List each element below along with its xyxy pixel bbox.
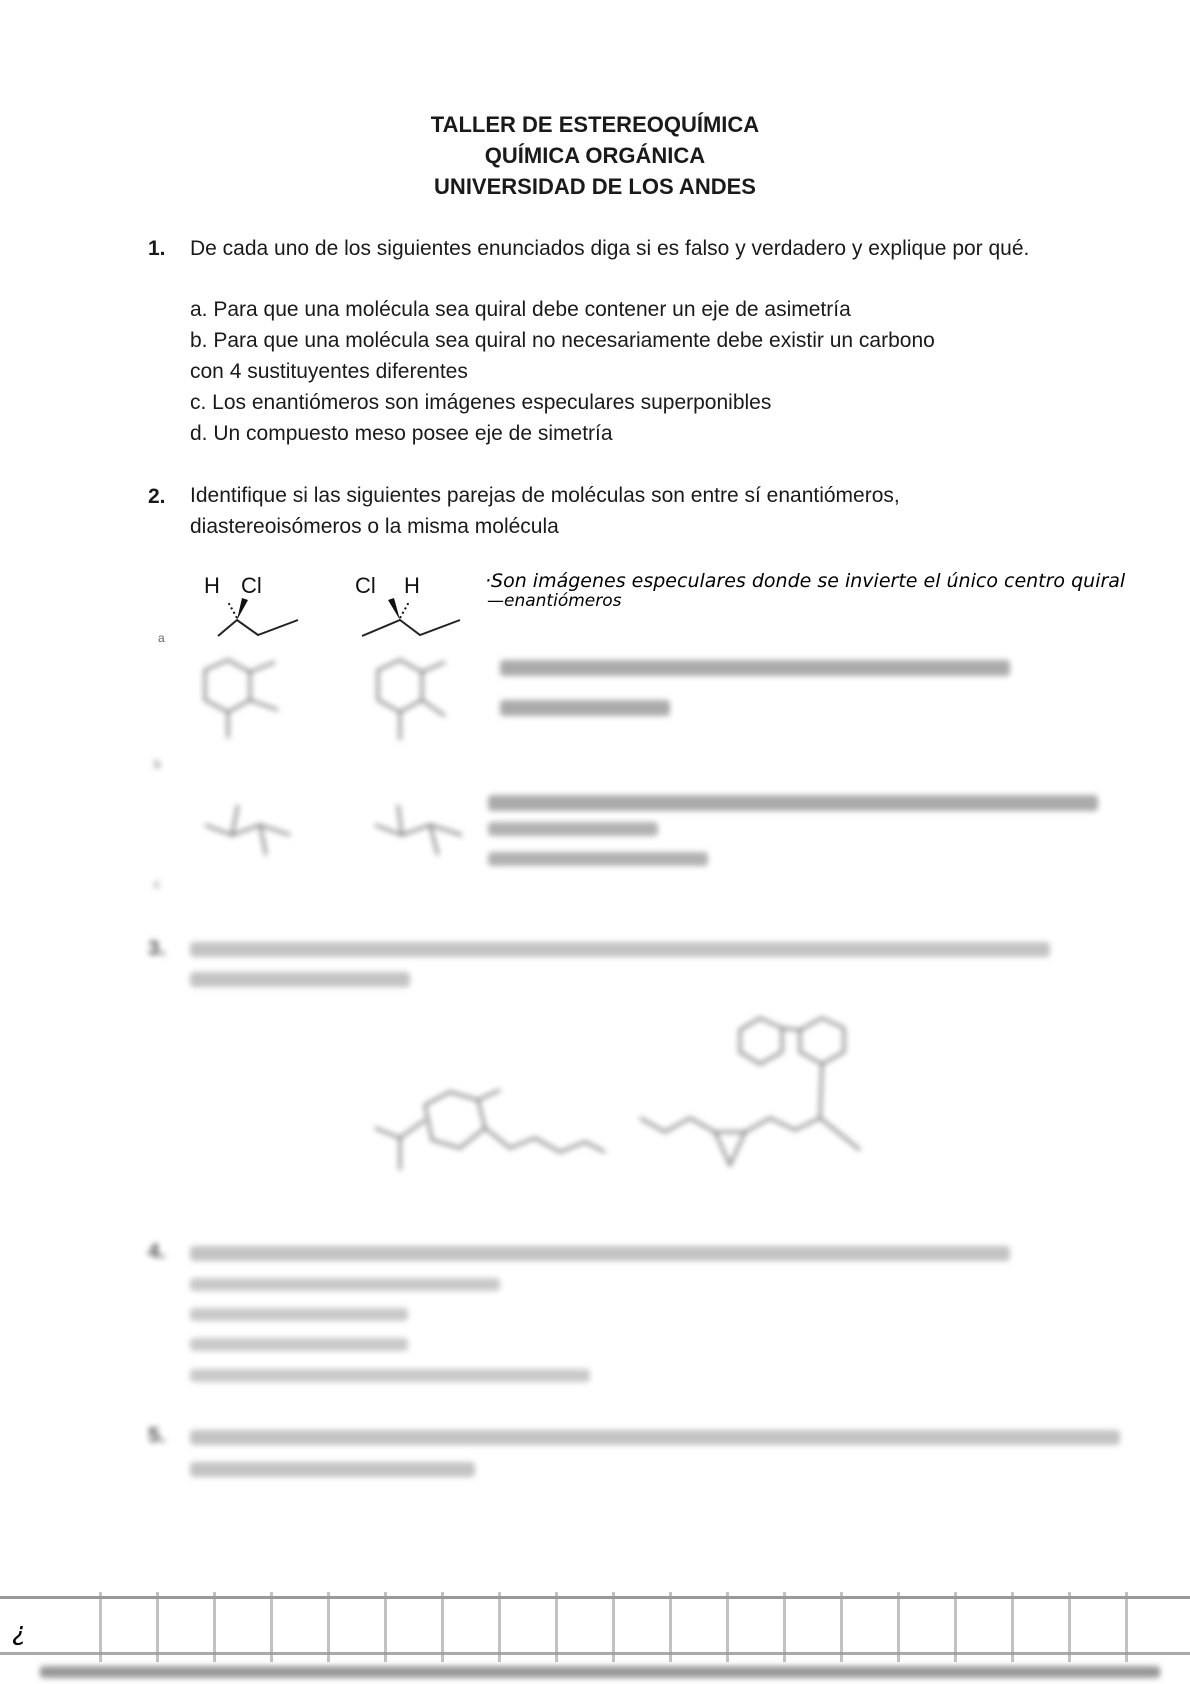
pair-a-mol2-h-label: H: [404, 573, 420, 598]
pair-a-handwritten-conclusion: —enantiómeros: [487, 591, 622, 611]
question-4-number: 4.: [148, 1240, 166, 1263]
question-4-text: [190, 1246, 1010, 1261]
question-3-mol2-aryl-bond: [820, 1064, 822, 1118]
pair-b-handwritten-line-1: [500, 660, 1010, 676]
notebook-strip: [0, 1592, 1190, 1684]
pair-b-mol1-substituent-1: [250, 662, 275, 672]
pair-b-handwritten-line-2: [500, 700, 670, 716]
question-2-text: [190, 480, 900, 542]
pair-b-letter: b: [154, 757, 161, 771]
pair-c-molecules: [140, 780, 480, 890]
margin-mark: ¿: [12, 1617, 26, 1647]
question-1-number: 1.: [148, 237, 166, 260]
question-4-item-a: [190, 1278, 500, 1291]
question-3-mol2-ester: [745, 1118, 820, 1132]
question-4-item-d: [190, 1369, 590, 1382]
pair-b-mol2-substituent-1: [422, 662, 445, 672]
pair-c-mol1-lower-bond: [260, 825, 266, 855]
course-name: QUÍMICA ORGÁNICA: [484, 143, 706, 168]
question-3-mol2-nitrile: [820, 1118, 860, 1150]
option-d: d. Un compuesto meso posee eje de simetría: [190, 422, 613, 445]
worksheet-title: TALLER DE ESTEREOQUÍMICA: [430, 112, 760, 137]
pair-a-letter: a: [158, 631, 165, 645]
option-a: a. Para que una molécula sea quiral debe contener un eje de asimetría: [190, 298, 851, 321]
pair-a-mol2-skeleton: [362, 620, 460, 636]
university-name: UNIVERSIDAD DE LOS ANDES: [434, 174, 756, 199]
question-1-options: [190, 294, 935, 449]
question-4-item-b: [190, 1308, 408, 1321]
pair-a-mol1-h-label: H: [204, 573, 220, 598]
option-b-continued: con 4 sustituyentes diferentes: [190, 360, 468, 383]
question-1-text: De cada uno de los siguientes enunciados diga si es falso y verdadero y explique por qué.: [190, 237, 1030, 260]
option-b: b. Para que una molécula sea quiral no necesariamente debe existir un carbono: [190, 329, 935, 352]
question-5-text-line-2: [190, 1462, 475, 1477]
pair-c-mol2-upper-bond: [398, 805, 402, 835]
pair-c-mol1-upper-bond: [232, 805, 238, 835]
pair-b-mol2-substituent-2: [422, 700, 445, 716]
pair-a-mol1-wedge: [237, 598, 248, 620]
pair-b-mol1-ring: [205, 660, 250, 712]
pair-a-molecules: [140, 570, 480, 650]
pair-c-handwritten-line-1: [488, 795, 1098, 811]
question-3-molecules: [350, 1000, 930, 1200]
pair-c-letter: c: [154, 877, 160, 891]
question-2-text-line-2: diastereoisómeros o la misma molécula: [190, 515, 559, 538]
question-3-text-line-2: [190, 972, 410, 987]
question-5-number: 5.: [148, 1424, 166, 1447]
pair-b-mol2-ring: [378, 660, 422, 712]
question-3-mol2-cyclopropane: [715, 1132, 745, 1165]
notebook-grid: [45, 1592, 1145, 1662]
option-c: c. Los enantiómeros son imágenes especulares superponibles: [190, 391, 772, 414]
pair-c-handwritten-line-3: [488, 852, 708, 866]
question-2-number: 2.: [148, 485, 166, 508]
question-3-mol2-biaryl-bond: [782, 1028, 800, 1030]
pair-b-mol1-substituent-2: [250, 700, 278, 710]
pair-c-handwritten-line-2: [488, 822, 658, 836]
pair-a-mol1-dash: [228, 602, 237, 618]
pair-c-mol1-chain: [205, 825, 290, 835]
question-2-text-line-1: Identifique si las siguientes parejas de moléculas son entre sí enantiómeros,: [190, 484, 900, 507]
question-3-mol2-chain: [640, 1118, 715, 1132]
pair-c-mol2-lower-bond: [430, 825, 438, 855]
pair-a-mol2-cl-label: Cl: [355, 573, 376, 598]
question-3-mol2-ring-1: [740, 1018, 782, 1064]
question-3-text-line-1: [190, 942, 1050, 957]
notebook-handwritten-line: [40, 1666, 1160, 1678]
question-3-mol1-methyl: [478, 1090, 500, 1100]
question-3-number: 3.: [148, 937, 166, 960]
question-3-mol1-chain: [485, 1128, 605, 1152]
pair-a-mol1-skeleton: [218, 620, 298, 636]
pair-a-mol2-wedge: [388, 598, 400, 620]
question-3-mol1-ring: [425, 1092, 485, 1148]
question-3-mol2-ring-2: [800, 1018, 844, 1064]
question-5-text-line-1: [190, 1430, 1120, 1445]
question-3-mol1-branch: [375, 1120, 425, 1138]
pair-a-mol1-cl-label: Cl: [241, 573, 262, 598]
pair-c-mol2-chain: [375, 825, 462, 835]
pair-b-molecules: [140, 650, 480, 770]
question-4-item-c: [190, 1338, 408, 1351]
pair-a-handwritten-answer: ·Son imágenes especulares donde se invierte el único centro quiral: [485, 570, 1126, 592]
pair-a-mol2-dash: [400, 602, 409, 618]
